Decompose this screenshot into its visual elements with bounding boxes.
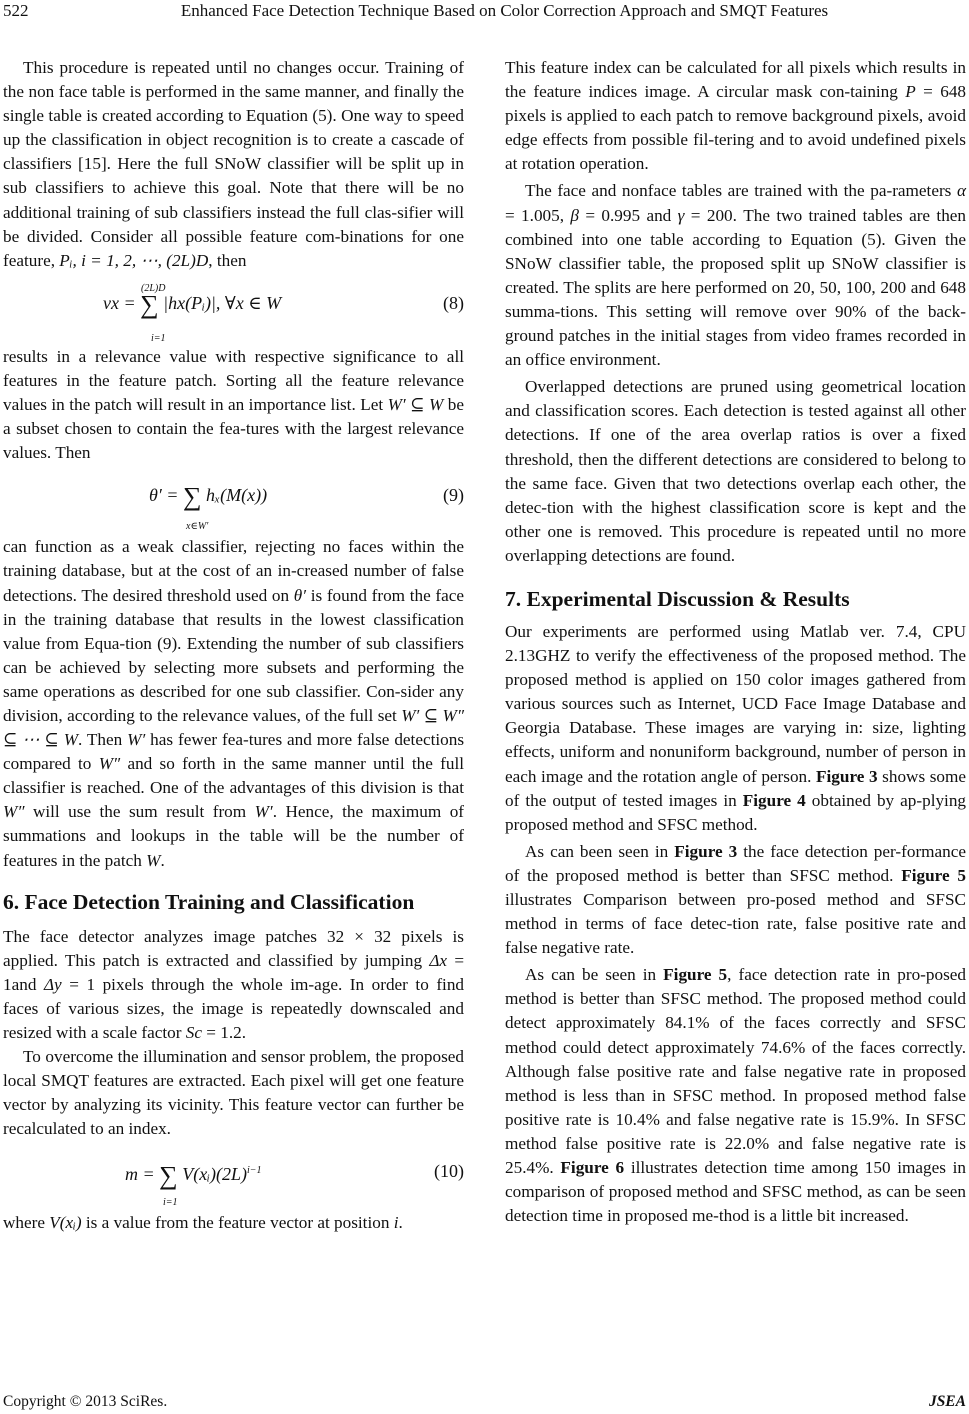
paragraph xyxy=(3,345,464,465)
text: = 1and xyxy=(3,950,465,994)
text: can function as a weak classifier, rejecting no faces within the training database, but at the cost of an in-creased number of false detections. The desired threshold used on xyxy=(3,537,464,605)
text: the face detection per-formance of the proposed method is better than SFSC method. xyxy=(505,841,967,885)
inline-math: β xyxy=(570,205,579,225)
inline-math: W″ xyxy=(3,802,25,822)
text: is a value from the feature vector at position xyxy=(85,1213,390,1233)
inline-math: Sc xyxy=(185,1023,202,1042)
inline-math: W″ xyxy=(98,754,121,774)
inline-math: α xyxy=(956,181,967,201)
inline-math: W′ xyxy=(254,802,273,822)
inline-math: θ′ xyxy=(293,585,306,605)
inline-math: P xyxy=(905,82,916,102)
text: has fewer fea-tures and more false detections compared to xyxy=(3,730,465,774)
text: illustrates Comparison between pro-posed method and SFSC method in terms of face detec-tion rate, false positive rate and false negative rate. xyxy=(505,890,966,958)
inline-math: W xyxy=(146,850,161,870)
eq-superscript: i−1 xyxy=(247,1165,262,1177)
text: = 0.995 and xyxy=(585,205,672,225)
sum-lower-limit: i=1 xyxy=(163,1197,178,1209)
sigma-icon: ∑ xyxy=(159,1161,178,1191)
text: , then xyxy=(208,250,247,270)
text: , face detection rate in pro-posed method is better than SFSC method. The proposed method could detect approximately 84.1% of the faces correctly and SFSC method could detect approximately 74.6% of the faces correctly. Although false positive rate and false negative rate in proposed method is less than in SFSC method. In proposed method false positive rate is 10.4% and false negative rate is 15.9%. In SFSC method false positive rate is 22.0% and false negative rate is 25.4%. xyxy=(505,965,966,1178)
eq-rhs: V(xᵢ)(2L) xyxy=(182,1164,248,1185)
running-title: Enhanced Face Detection Technique Based on Color Correction Approach and SMQT Features xyxy=(180,1,829,20)
paragraph xyxy=(505,179,966,372)
inline-math: W′ ⊆ W xyxy=(387,395,444,415)
left-column xyxy=(3,56,464,1236)
figure-reference[interactable]: Figure 3 xyxy=(816,766,878,786)
eq-lhs: vx = xyxy=(103,292,136,313)
eq-rhs: |hx(Pᵢ)|, ∀x ∈ W xyxy=(163,292,282,313)
text: = 1.2. xyxy=(206,1023,247,1042)
page-number: 522 xyxy=(3,1,29,20)
text: be a subset chosen to contain the fea-tures with the largest relevance values. Then xyxy=(3,395,465,463)
paragraph xyxy=(3,925,464,1045)
paragraph xyxy=(505,56,966,176)
text: illustrates detection time among 150 images in comparison of proposed method and SFSC method, as can be seen detection time in proposed me-thod is a little bit increased. xyxy=(505,1158,967,1226)
paragraph: Overlapped detections are pruned using geometrical location and classification scores. Each detection is tested against all other detections. If one of the area overlap ratios is over a fixed threshold, then the different detections are considered to belong to the same face. Given that two detections overlap each other, the detec-tion with the highest classification score is kept and the other one is removed. This procedure is repeated until no more overlapping detections are found. xyxy=(505,377,966,565)
text: . Then xyxy=(78,730,123,750)
figure-reference[interactable]: Figure 5 xyxy=(663,965,728,985)
figure-reference[interactable]: Figure 6 xyxy=(560,1158,625,1178)
inline-math: i xyxy=(393,1213,399,1233)
text: . xyxy=(398,1213,403,1233)
equation-number: (10) xyxy=(434,1161,464,1182)
paragraph xyxy=(505,620,966,837)
text: . Hence, the maximum of summations and lookups in the table will be the number of features in the patch xyxy=(3,802,465,870)
text: . xyxy=(160,850,165,870)
text: = 200. The two trained tables are then combined into one table according to Equation (5). Given the SNoW classifier table, the proposed split up SNoW classifier is created. The splits are here performed on 20, 50, 100, 200 and 648 summa-tions. This setting will remove over 90% of the back-ground patches in the initial stages from video frames recorded in an office environment. xyxy=(505,205,967,370)
eq-rhs: hₓ(M(x)) xyxy=(205,485,268,506)
inline-math: Δx xyxy=(429,950,448,970)
sum-upper-limit: (2L)D xyxy=(141,282,166,294)
inline-math: γ xyxy=(677,205,685,225)
equation-10 xyxy=(3,1141,464,1211)
sum-lower-limit: i=1 xyxy=(151,332,166,344)
page-header xyxy=(3,0,966,22)
paragraph xyxy=(3,535,464,872)
text: = 648 pixels is applied to each patch to remove background pixels, avoid edge effects from possible fil-tering and to avoid undefined pixels at rotation operation. xyxy=(505,82,967,174)
figure-reference[interactable]: Figure 5 xyxy=(901,865,966,885)
paragraph xyxy=(3,56,464,273)
text: As can be seen in xyxy=(525,965,657,985)
paragraph: To overcome the illumination and sensor problem, the proposed local SMQT features are extracted. Each pixel will get one feature vector by analyzing its vicinity. This feature vector can further be recalculated to an index. xyxy=(3,1047,464,1139)
text: This procedure is repeated until no changes occur. Training of the non face table is performed in the same manner, and finally the single table is created according to Equation (5). One way to speed up the classification in object recognition is to create a cascade of classifiers [15]. Here the full SNoW classifier will be split up in sub classifiers to achieve this goal. Note that there will be no additional training of sub classifiers instead the full clas-sifier will be divided. Consider all possible feature com-binations for one feature, xyxy=(3,58,464,270)
sigma-icon: ∑ xyxy=(140,289,159,319)
text: where xyxy=(3,1213,45,1233)
text: The face and nonface tables are trained with the pa-rameters xyxy=(525,181,952,201)
text: This feature index can be calculated for all pixels which results in the feature indices image. A circular mask con-taining xyxy=(505,58,966,102)
figure-reference[interactable]: Figure 4 xyxy=(742,790,806,810)
text: The face detector analyzes image patches 32 × 32 pixels is applied. This patch is extracted and classified by jumping xyxy=(3,926,464,970)
figure-reference[interactable]: Figure 3 xyxy=(674,841,738,861)
eq-lhs: m = xyxy=(125,1164,155,1185)
equation-9 xyxy=(3,465,464,535)
text: obtained by ap-plying proposed method and SFSC method. xyxy=(505,790,967,834)
equation-number: (9) xyxy=(443,485,464,506)
paragraph xyxy=(505,963,966,1228)
text: shows some of the output of tested images in xyxy=(505,766,966,810)
equation-number: (8) xyxy=(443,292,464,313)
journal-name: JSEA xyxy=(928,1393,966,1410)
text: is found from the face in the training database that results in the lowest classification value from Equa-tion (9). Extending the number of sub classifiers can be achieved by selecting more subsets and performing the same operations as described for one sub classifier. Con-sider any division, according to the relevance values, of the full set xyxy=(3,585,464,725)
text: Our experiments are performed using Matlab ver. 7.4, CPU 2.13GHZ to verify the effectiveness of the proposed method. The proposed method is applied on 150 color images gathered from various sources such as Internet, UCD Face Image Database and Georgia Database. These images are varying in: size, lighting effects, uniform and nonuniform background, number of person in each image and the rotation angle of person. xyxy=(505,621,966,786)
section-heading: 6. Face Detection Training and Classification xyxy=(3,889,415,914)
copyright: Copyright © 2013 SciRes. xyxy=(3,1393,168,1410)
inline-math: Δy xyxy=(43,974,62,994)
inline-math: V(xᵢ) xyxy=(49,1213,82,1233)
eq-lhs: θ′ = xyxy=(149,485,179,506)
text: As can been seen in xyxy=(525,841,669,861)
inline-math: W′ ⊆ W″ ⊆ ⋯ ⊆ W xyxy=(3,705,465,750)
equation-8 xyxy=(3,273,464,345)
inline-math: W′ xyxy=(127,730,146,750)
text: results in a relevance value with respective significance to all features in the feature patch. Sorting all the feature relevance values in the patch will result in an importance list. Let xyxy=(3,346,464,415)
paragraph xyxy=(505,840,966,960)
sigma-icon: ∑ xyxy=(182,482,202,512)
text: = 1 pixels through the whole im-age. In order to find faces of various sizes, the image is repeatedly downscaled and resized with a scale factor xyxy=(3,974,465,1042)
text: = 1.005, xyxy=(505,205,565,225)
text: and so forth in the same manner until the full classifier is reached. One of the advantages of this division is that xyxy=(3,754,465,798)
text: will use the sum result from xyxy=(32,802,247,822)
right-column xyxy=(505,56,966,1228)
paragraph xyxy=(3,1211,464,1235)
inline-math: Pᵢ, i = 1, 2, ⋯, (2L)D xyxy=(59,250,209,270)
section-heading: 7. Experimental Discussion & Results xyxy=(505,586,850,611)
sum-lower-limit: x∈W′ xyxy=(186,521,209,533)
